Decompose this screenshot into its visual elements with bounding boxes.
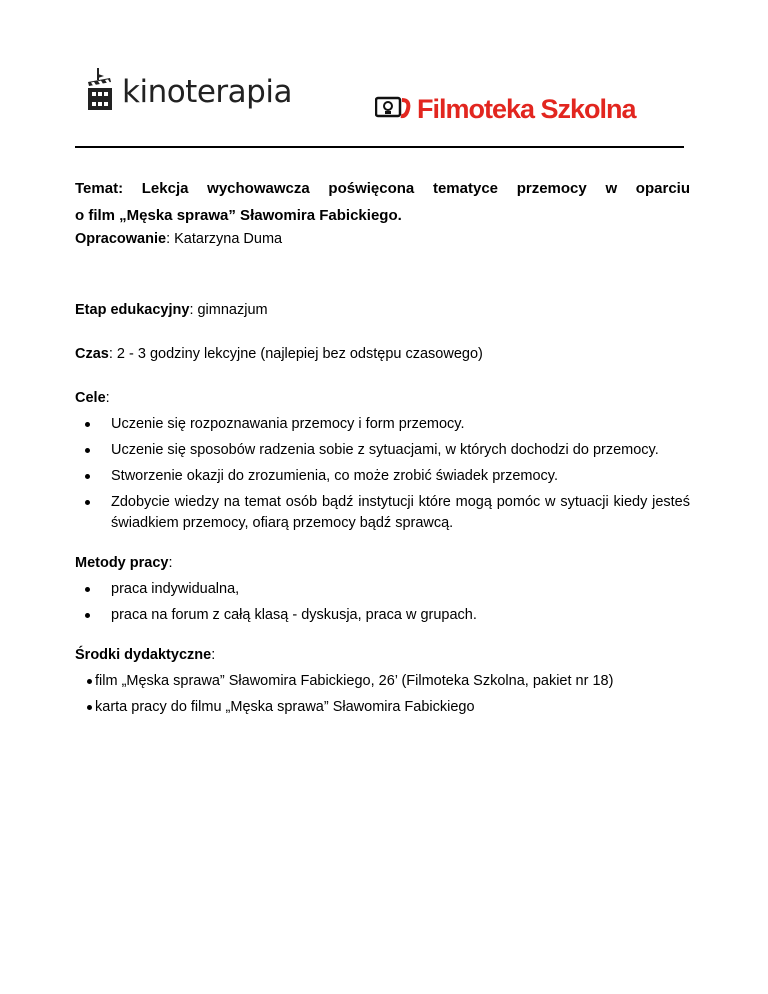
stage-label: Etap edukacyjny bbox=[75, 302, 190, 318]
goals-colon: : bbox=[105, 390, 110, 406]
bullet-icon bbox=[87, 679, 92, 684]
list-item: Uczenie się rozpoznawania przemocy i form przemocy. bbox=[75, 414, 690, 435]
goals-label: Cele bbox=[75, 390, 106, 406]
document-body bbox=[75, 175, 690, 723]
lesson-title-line-1: Temat: Lekcja wychowawcza poświęcona tematyce przemocy w oparciu bbox=[75, 180, 690, 197]
time-value: : 2 - 3 godziny lekcyjne (najlepiej bez odstępu czasowego) bbox=[108, 346, 483, 362]
goals-list bbox=[75, 414, 690, 534]
list-item: karta pracy do filmu „Męska sprawa” Sławomira Fabickiego bbox=[75, 697, 690, 718]
means-label: Środki dydaktyczne bbox=[75, 647, 212, 663]
stage-line bbox=[75, 300, 690, 320]
author-value: : Katarzyna Duma bbox=[166, 231, 283, 247]
bullet-icon bbox=[85, 422, 90, 427]
film-reel-icon bbox=[375, 95, 413, 124]
author-line bbox=[75, 229, 690, 249]
bullet-icon bbox=[85, 448, 90, 453]
lesson-title bbox=[75, 175, 690, 229]
methods-list bbox=[75, 579, 690, 626]
list-item: film „Męska sprawa” Sławomira Fabickiego, 26’ (Filmoteka Szkolna, pakiet nr 18) bbox=[75, 671, 690, 692]
list-item: Zdobycie wiedzy na temat osób bądź instytucji które mogą pomóc w sytuacji kiedy jesteś świadkiem przemocy, ofiarą przemocy bądź sprawcą. bbox=[75, 492, 690, 534]
list-item: praca na forum z całą klasą - dyskusja, praca w grupach. bbox=[75, 605, 690, 626]
author-label: Opracowanie bbox=[75, 231, 167, 247]
methods-label: Metody pracy bbox=[75, 555, 169, 571]
time-line bbox=[75, 344, 690, 364]
lesson-title-line-2: o film „Męska sprawa” Sławomira Fabickiego. bbox=[75, 207, 402, 224]
list-item: Stworzenie okazji do zrozumienia, co może zrobić świadek przemocy. bbox=[75, 466, 690, 487]
bullet-icon bbox=[85, 474, 90, 479]
header-divider bbox=[75, 146, 684, 148]
list-item: Uczenie się sposobów radzenia sobie z sytuacjami, w których dochodzi do przemocy. bbox=[75, 440, 690, 461]
header bbox=[0, 0, 768, 150]
methods-heading bbox=[75, 553, 690, 573]
time-label: Czas bbox=[75, 346, 109, 362]
filmoteka-szkolna-logo-text: Filmoteka Szkolna bbox=[417, 94, 636, 124]
clapperboard-icon bbox=[84, 68, 116, 112]
methods-colon: : bbox=[168, 555, 173, 571]
bullet-icon bbox=[85, 587, 90, 592]
kinoterapia-logo-text: kinoterapia bbox=[122, 74, 292, 110]
bullet-icon bbox=[85, 500, 90, 505]
stage-value: : gimnazjum bbox=[189, 302, 268, 318]
means-list bbox=[75, 671, 690, 718]
bullet-icon bbox=[87, 705, 92, 710]
kinoterapia-logo bbox=[84, 68, 292, 112]
bullet-icon bbox=[85, 613, 90, 618]
filmoteka-szkolna-logo bbox=[375, 94, 636, 124]
list-item: praca indywidualna, bbox=[75, 579, 690, 600]
means-heading bbox=[75, 645, 690, 665]
means-colon: : bbox=[211, 647, 216, 663]
goals-heading bbox=[75, 388, 690, 408]
